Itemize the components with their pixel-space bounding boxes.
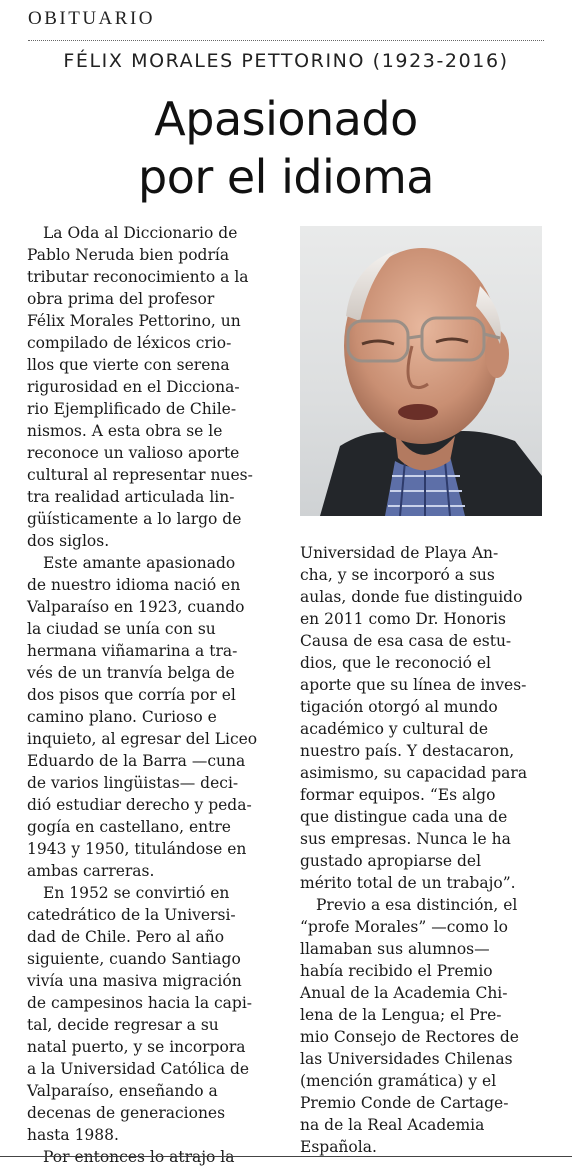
- headline: [0, 90, 572, 206]
- text-line: catedrático de la Universi-: [27, 906, 236, 924]
- text-line: ambas carreras.: [27, 862, 155, 880]
- text-line: En 1952 se convirtió en: [43, 884, 230, 902]
- article-paragraph: [300, 894, 550, 1158]
- text-line: formar equipos. “Es algo: [300, 786, 496, 804]
- text-line: inquieto, al egresar del Liceo: [27, 730, 258, 748]
- text-line: de campesinos hacia la capi-: [27, 994, 253, 1012]
- text-line: la ciudad se unía con su: [27, 620, 216, 638]
- article-paragraph: [27, 222, 277, 552]
- text-line: dos siglos.: [27, 532, 110, 550]
- text-line: nismos. A esta obra se le: [27, 422, 223, 440]
- text-line: hasta 1988.: [27, 1126, 119, 1144]
- article-column-right: [300, 542, 550, 1158]
- text-line: 1943 y 1950, titulándose en: [27, 840, 247, 858]
- text-line: natal puerto, y se incorpora: [27, 1038, 246, 1056]
- text-line: a la Universidad Católica de: [27, 1060, 250, 1078]
- text-line: Por entonces lo atrajo la: [43, 1148, 235, 1166]
- bottom-divider: [0, 1156, 572, 1157]
- text-line: lena de la Lengua; el Pre-: [300, 1006, 502, 1024]
- text-line: siguiente, cuando Santiago: [27, 950, 241, 968]
- portrait-illustration: [300, 226, 542, 516]
- text-line: Premio Conde de Cartage-: [300, 1094, 509, 1112]
- text-line: rigurosidad en el Dicciona-: [27, 378, 240, 396]
- text-line: compilado de léxicos crio-: [27, 334, 232, 352]
- text-line: decenas de generaciones: [27, 1104, 226, 1122]
- text-line: dios, que le reconoció el: [300, 654, 492, 672]
- text-line: Este amante apasionado: [43, 554, 236, 572]
- headline-line-1: Apasionado: [154, 92, 418, 146]
- text-line: “profe Morales” —como lo: [300, 918, 508, 936]
- text-line: dió estudiar derecho y peda-: [27, 796, 252, 814]
- text-line: había recibido el Premio: [300, 962, 493, 980]
- text-line: Pablo Neruda bien podría: [27, 246, 230, 264]
- article-paragraph: [27, 1146, 277, 1168]
- text-line: Valparaíso, enseñando a: [27, 1082, 218, 1100]
- text-line: nuestro país. Y destacaron,: [300, 742, 515, 760]
- text-line: Félix Morales Pettorino, un: [27, 312, 241, 330]
- text-line: gogía en castellano, entre: [27, 818, 231, 836]
- text-line: académico y cultural de: [300, 720, 488, 738]
- text-line: tal, decide regresar a su: [27, 1016, 219, 1034]
- text-line: obra prima del profesor: [27, 290, 215, 308]
- section-label: OBITUARIO: [28, 8, 155, 29]
- text-line: aporte que su línea de inves-: [300, 676, 527, 694]
- text-line: sus empresas. Nunca le ha: [300, 830, 511, 848]
- text-line: dos pisos que corría por el: [27, 686, 236, 704]
- text-line: gustado apropiarse del: [300, 852, 482, 870]
- text-line: aulas, donde fue distinguido: [300, 588, 523, 606]
- text-line: na de la Real Academia: [300, 1116, 485, 1134]
- text-line: Eduardo de la Barra —cuna: [27, 752, 246, 770]
- text-line: cultural al representar nues-: [27, 466, 253, 484]
- text-line: de varios lingüistas— deci-: [27, 774, 239, 792]
- kicker: FÉLIX MORALES PETTORINO (1923-2016): [63, 50, 509, 72]
- article-paragraph: [27, 882, 277, 1146]
- article-column-left: [27, 222, 277, 1168]
- text-line: dad de Chile. Pero al año: [27, 928, 225, 946]
- text-line: llos que vierte con serena: [27, 356, 230, 374]
- text-line: asimismo, su capacidad para: [300, 764, 528, 782]
- text-line: vés de un tranvía belga de: [27, 664, 235, 682]
- text-line: (mención gramática) y el: [300, 1072, 497, 1090]
- text-line: mérito total de un trabajo”.: [300, 874, 516, 892]
- dotted-divider: [28, 40, 544, 41]
- article-paragraph: [27, 552, 277, 882]
- text-line: Universidad de Playa An-: [300, 544, 499, 562]
- text-line: Anual de la Academia Chi-: [300, 984, 508, 1002]
- text-line: reconoce un valioso aporte: [27, 444, 240, 462]
- portrait-photo: [300, 226, 542, 516]
- text-line: mio Consejo de Rectores de: [300, 1028, 519, 1046]
- headline-line-2: por el idioma: [138, 150, 434, 204]
- text-line: llamaban sus alumnos—: [300, 940, 490, 958]
- text-line: cha, y se incorporó a sus: [300, 566, 495, 584]
- text-line: tributar reconocimiento a la: [27, 268, 249, 286]
- text-line: güísticamente a lo largo de: [27, 510, 242, 528]
- text-line: que distingue cada una de: [300, 808, 508, 826]
- article-paragraph: [300, 542, 550, 894]
- text-line: tra realidad articulada lin-: [27, 488, 235, 506]
- text-line: Española.: [300, 1138, 377, 1156]
- text-line: vivía una masiva migración: [27, 972, 242, 990]
- text-line: La Oda al Diccionario de: [43, 224, 238, 242]
- text-line: hermana viñamarina a tra-: [27, 642, 238, 660]
- text-line: de nuestro idioma nació en: [27, 576, 241, 594]
- text-line: Causa de esa casa de estu-: [300, 632, 512, 650]
- text-line: tigación otorgó al mundo: [300, 698, 498, 716]
- text-line: las Universidades Chilenas: [300, 1050, 513, 1068]
- text-line: Valparaíso en 1923, cuando: [27, 598, 245, 616]
- text-line: Previo a esa distinción, el: [316, 896, 518, 914]
- text-line: rio Ejemplificado de Chile-: [27, 400, 237, 418]
- text-line: camino plano. Curioso e: [27, 708, 217, 726]
- text-line: en 2011 como Dr. Honoris: [300, 610, 506, 628]
